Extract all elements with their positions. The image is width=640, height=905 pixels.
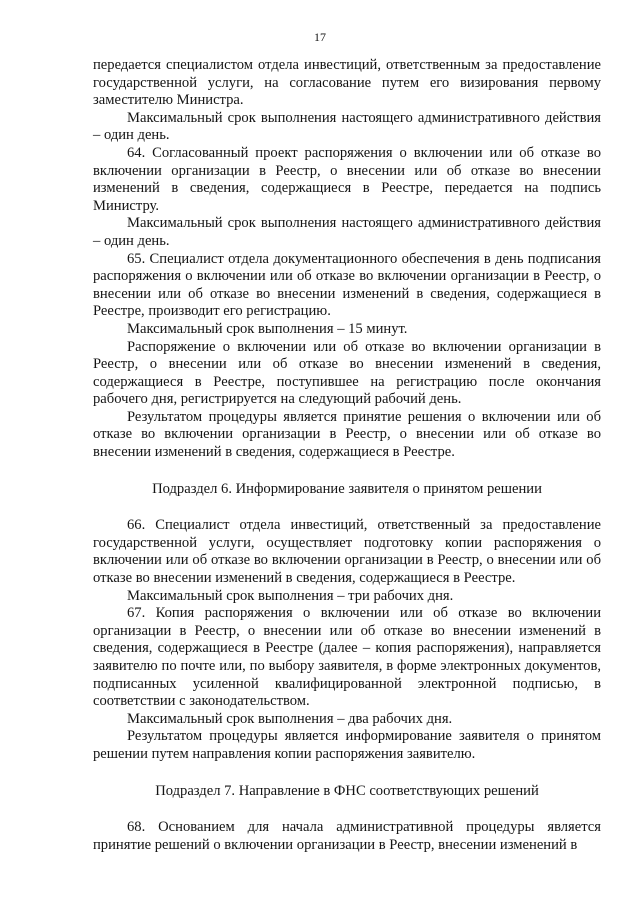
paragraph: Распоряжение о включении или об отказе во включении организации в Реестр, о внесении или об отказе во внесении изменений в сведения, содержащиеся в Реестре, поступившее на регистрацию после окончания рабочего дня, регистрируется на следующий рабочий день. — [93, 338, 601, 408]
subsection-6-heading: Подраздел 6. Информирование заявителя о принятом решении — [152, 480, 542, 497]
page-number: 17 — [314, 30, 326, 44]
paragraph: Максимальный срок выполнения – два рабочих дня. — [127, 710, 453, 727]
section-block-6 — [93, 517, 601, 763]
section-block-7 — [93, 819, 601, 854]
paragraph: Максимальный срок выполнения – три рабочих дня. — [127, 587, 454, 604]
subsection-7-heading: Подраздел 7. Направление в ФНС соответствующих решений — [155, 782, 539, 799]
paragraph: 66. Специалист отдела инвестиций, ответственный за предоставление государственной услуги, осуществляет подготовку копии распоряжения о включении или об отказе во включении организации в Реестр, о внесении или об отказе во внесении изменений в сведения, содержащиеся в Реестре. — [93, 517, 601, 587]
paragraph: передается специалистом отдела инвестиций, ответственным за предоставление государственной услуги, на согласование путем его визирования первому заместителю Министра. — [93, 57, 601, 109]
paragraph: Максимальный срок выполнения настоящего административного действия – один день. — [93, 109, 601, 144]
paragraph: Максимальный срок выполнения настоящего административного действия – один день. — [93, 215, 601, 249]
section-block-5 — [93, 57, 601, 462]
paragraph: Максимальный срок выполнения – 15 минут. — [127, 320, 408, 337]
paragraph: 64. Согласованный проект распоряжения о включении или об отказе во включении организации в Реестр, о внесении или об отказе во внесении изменений в сведения, содержащиеся в Реестре, передается на подпись Министру. — [93, 144, 601, 214]
paragraph: 65. Специалист отдела документационного обеспечения в день подписания распоряжения о включении или об отказе во включении организации в Реестр, о внесении или об отказе во внесении изменений в сведения, содержащиеся в Реестре, производит его регистрацию. — [93, 250, 601, 320]
paragraph: Результатом процедуры является информирование заявителя о принятом решении путем направления копии распоряжения заявителю. — [93, 728, 601, 762]
paragraph: 68. Основанием для начала административной процедуры является принятие решений о включении организации в Реестр, внесении изменений в — [93, 819, 601, 853]
paragraph: Результатом процедуры является принятие решения о включении или об отказе во включении организации в Реестр, о внесении или об отказе во внесении изменений в сведения, содержащиеся в Реестре. — [93, 408, 601, 461]
paragraph: 67. Копия распоряжения о включении или об отказе во включении организации в Реестр, о внесении или об отказе во внесении изменений в сведения, содержащиеся в Реестре (далее – копия распоряжения), направляется заявителю по почте или, по выбору заявителя, в форме электронных документов, подписанных усиленной квалифицированной электронной подписью, в соответствии с законодательством. — [93, 605, 601, 710]
document-body — [93, 57, 601, 854]
